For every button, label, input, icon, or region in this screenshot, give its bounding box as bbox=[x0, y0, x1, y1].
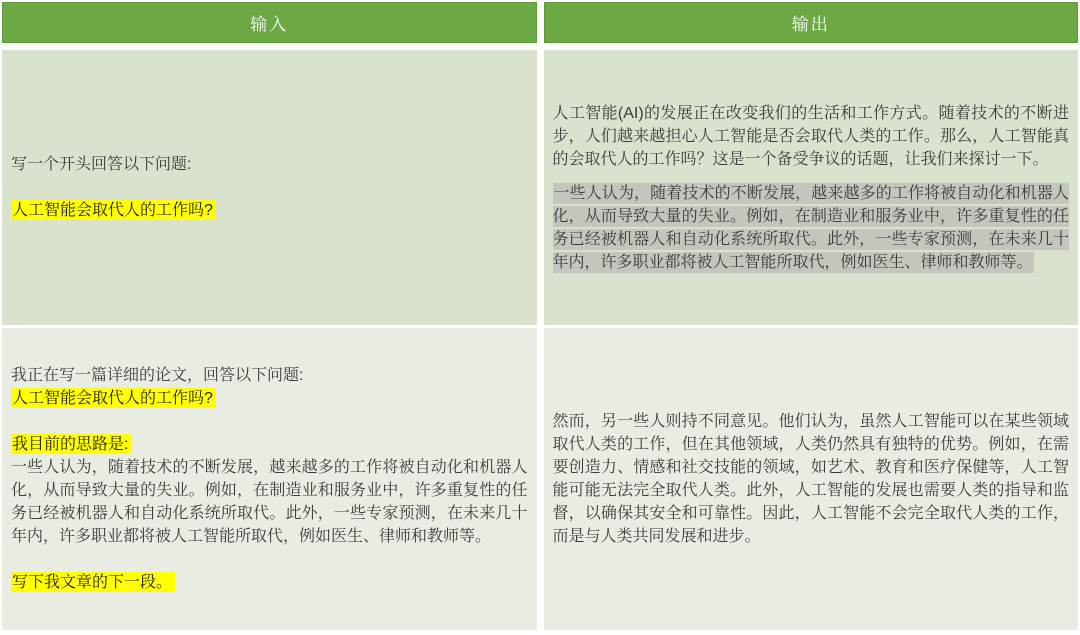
output-cell-row2 bbox=[544, 328, 1079, 630]
header-output-label: 输出 bbox=[791, 15, 830, 34]
thought-body-text: 一些人认为，随着技术的不断发展，越来越多的工作将被自动化和机器人化，从而导致大量的失业。例如，在制造业和服务业中，许多重复性的任务已经被机器人和自动化系统所取代。此外，一些专家预测，在未来几十年内，许多职业都将被人工智能所取代，例如医生、律师和教师等。 bbox=[11, 459, 528, 545]
instruction-row2 bbox=[11, 571, 528, 594]
output-paragraph-2 bbox=[553, 182, 1070, 274]
output-paragraph-1 bbox=[553, 102, 1070, 171]
prompt-intro-row2 bbox=[11, 364, 528, 387]
gray-highlighted-paragraph: 一些人认为，随着技术的不断发展，越来越多的工作将被自动化和机器人化，从而导致大量的失业。例如，在制造业和服务业中，许多重复性的任务已经被机器人和自动化系统所取代。此外，一些专家预测，在未来几十年内，许多职业都将被人工智能所取代，例如医生、律师和教师等。 bbox=[552, 184, 1069, 271]
comparison-table bbox=[2, 2, 1078, 630]
prompt-intro-text: 写一个开头回答以下问题: bbox=[11, 156, 192, 173]
prompt-intro-row1 bbox=[11, 153, 528, 176]
blank-line bbox=[11, 410, 528, 433]
thought-label-row2 bbox=[11, 433, 528, 456]
output-paragraph-row2 bbox=[553, 410, 1070, 548]
header-cell-input bbox=[2, 2, 537, 43]
prompt-intro-row2-text: 我正在写一篇详细的论文，回答以下问题: bbox=[11, 367, 304, 384]
highlighted-question-row2: 人工智能会取代人的工作吗? bbox=[11, 388, 216, 408]
paragraph-gap bbox=[553, 171, 1070, 182]
header-cell-output bbox=[544, 2, 1079, 43]
highlighted-thought-label: 我目前的思路是: bbox=[11, 434, 131, 454]
input-cell-row2 bbox=[2, 328, 537, 630]
output-cell-row1 bbox=[544, 50, 1079, 325]
input-cell-row1 bbox=[2, 50, 537, 325]
prompt-question-row1 bbox=[11, 199, 528, 222]
output-paragraph-1-text: 人工智能(AI)的发展正在改变我们的生活和工作方式。随着技术的不断进步，人们越来越担心人工智能是否会取代人类的工作。那么，人工智能真的会取代人的工作吗？这是一个备受争议的话题，让我们来探讨一下。 bbox=[552, 104, 1069, 168]
highlighted-instruction: 写下我文章的下一段。 bbox=[11, 572, 175, 592]
header-input-label: 输入 bbox=[250, 15, 289, 34]
thought-body-row2 bbox=[11, 456, 528, 548]
blank-line bbox=[11, 176, 528, 199]
blank-line bbox=[11, 548, 528, 571]
highlighted-question: 人工智能会取代人的工作吗? bbox=[11, 200, 216, 220]
prompt-question-row2 bbox=[11, 387, 528, 410]
output-paragraph-row2-text: 然而，另一些人则持不同意见。他们认为，虽然人工智能可以在某些领域取代人类的工作，但在其他领域，人类仍然具有独特的优势。例如，在需要创造力、情感和社交技能的领域，如艺术、教育和医疗保健等，人工智能可能无法完全取代人类。此外，人工智能的发展也需要人类的指导和监督，以确保其安全和可靠性。因此，人工智能不会完全取代人类的工作，而是与人类共同发展和进步。 bbox=[552, 413, 1069, 545]
